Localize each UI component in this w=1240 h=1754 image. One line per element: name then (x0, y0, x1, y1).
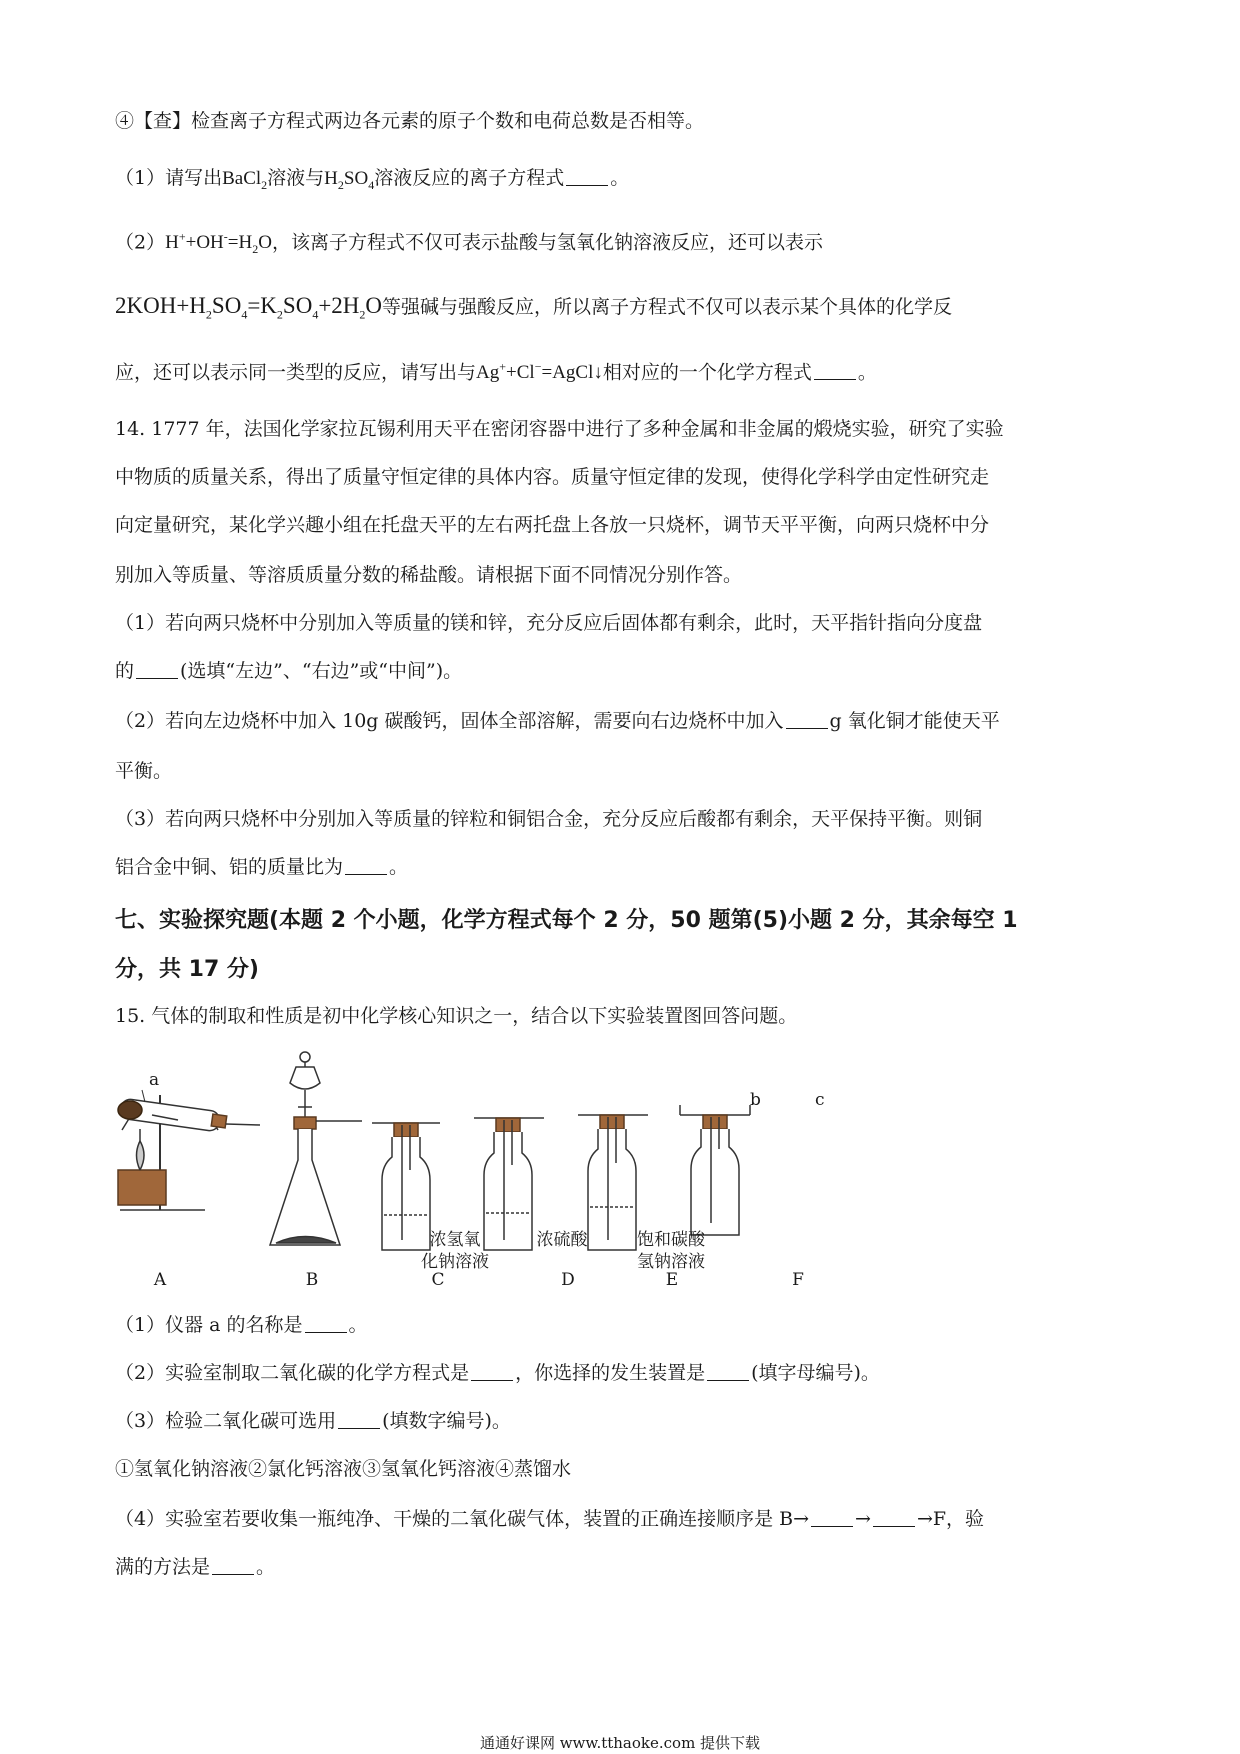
q14-line4: 别加入等质量、等溶质质量分数的稀盐酸。请根据下面不同情况分别作答。 (115, 564, 743, 586)
answer-blank[interactable] (338, 1428, 380, 1429)
q14-sub2: （2）若向左边烧杯中加入 10g 碳酸钙，固体全部溶解，需要向右边烧杯中加入 g 氧化铜才能使天平 (115, 710, 1000, 732)
q15-sub3: （3）检验二氧化碳可选用 (填数字编号)。 (115, 1410, 511, 1432)
check-step-text: ④【查】检查离子方程式两边各元素的原子个数和电荷总数是否相等。 (115, 110, 705, 132)
answer-blank[interactable] (305, 1332, 347, 1333)
label-a: a (149, 1070, 160, 1090)
apparatus-f (680, 1105, 750, 1235)
apparatus-a (118, 1090, 260, 1210)
answer-blank[interactable] (345, 874, 387, 875)
q15-intro: 15. 气体的制取和性质是初中化学核心知识之一，结合以下实验装置图回答问题。 (115, 1005, 798, 1027)
q14-sub3-cont: 铝合金中铜、铝的质量比为 。 (115, 856, 409, 878)
q14-sub1: （1）若向两只烧杯中分别加入等质量的镁和锌，充分反应后固体都有剩余，此时，天平指针指向分度盘 (115, 612, 983, 634)
answer-blank[interactable] (814, 379, 856, 380)
answer-blank[interactable] (786, 728, 828, 729)
q13-part2-cont: $2KOH+H_2SO_4=K_2SO_4+2H_2O$等强碱与强酸反应，所以离子方程式不仅可以表示某个具体的化学反 (115, 293, 953, 322)
q15-sub2: （2）实验室制取二氧化碳的化学方程式是 ，你选择的发生装置是 (填字母编号)。 (115, 1362, 880, 1384)
page-footer: 通通好课网 www.tthaoke.com 提供下载 (479, 1734, 761, 1752)
answer-blank[interactable] (566, 185, 608, 186)
section-heading: 七、实验探究题(本题 2 个小题，化学方程式每个 2 分，50 题第(5)小题 2 分，其余每空 1 (115, 908, 1018, 933)
label-c-reagent-2: 化钠溶液 (421, 1252, 489, 1272)
label-e-reagent-1: 饱和碳酸 (637, 1230, 705, 1250)
label-d-reagent: 浓硫酸 (536, 1230, 588, 1250)
q15-sub1: （1）仪器 a 的名称是 。 (115, 1314, 368, 1336)
letter-a: A (153, 1270, 167, 1290)
label-c: c (815, 1090, 825, 1110)
q14-line1: 14. 1777 年，法国化学家拉瓦锡利用天平在密闭容器中进行了多种金属和非金属的煅烧实验，研究了实验 (115, 418, 1004, 440)
q15-options: ①氢氧化钠溶液②氯化钙溶液③氢氧化钙溶液④蒸馏水 (115, 1458, 572, 1480)
letter-c: C (431, 1270, 445, 1290)
letter-e: E (665, 1270, 679, 1290)
q14-line3: 向定量研究，某化学兴趣小组在托盘天平的左右两托盘上各放一只烧杯，调节天平平衡，向两只烧杯中分 (115, 514, 990, 536)
answer-blank[interactable] (471, 1380, 513, 1381)
q15-sub4-cont: 满的方法是 。 (115, 1556, 276, 1578)
q14-sub3: （3）若向两只烧杯中分别加入等质量的锌粒和铜铝合金，充分反应后酸都有剩余，天平保持平衡。则铜 (115, 808, 983, 830)
letter-b: B (305, 1270, 319, 1290)
q14-line2: 中物质的质量关系，得出了质量守恒定律的具体内容。质量守恒定律的发现，使得化学科学由定性研究走 (115, 466, 990, 488)
label-c-reagent-1: 浓氢氧 (429, 1230, 481, 1250)
answer-blank[interactable] (811, 1526, 853, 1527)
q14-sub1-cont: 的 (选填“左边”、“右边”或“中间”)。 (115, 660, 463, 682)
q14-sub2-cont: 平衡。 (115, 760, 173, 782)
answer-blank[interactable] (136, 678, 178, 679)
q13-part2: $(2)H^++OH^-=H_2O$，该离子方程式不仅可表示盐酸与氢氧化钠溶液反应，还可以表示 (115, 230, 823, 257)
section-heading-cont: 分，共 17 分) (115, 957, 259, 982)
q13-part2-end: 应，还可以表示同一类型的反应，请写出与Ag++Cl−=AgCl↓相对应的一个化学方程式 。 (115, 360, 877, 384)
letter-d: D (561, 1270, 575, 1290)
answer-blank[interactable] (707, 1380, 749, 1381)
answer-blank[interactable] (212, 1574, 254, 1575)
q15-sub4: （4）实验室若要收集一瓶纯净、干燥的二氧化碳气体，装置的正确连接顺序是 B→ → →F，验 (115, 1508, 985, 1530)
letter-f: F (792, 1270, 804, 1290)
label-b: b (750, 1090, 761, 1110)
answer-blank[interactable] (873, 1526, 915, 1527)
q13-part1: （1）请写出BaCl$_2$溶液与$H_2SO_4$溶液反应的离子方程式 。 (115, 167, 630, 192)
apparatus-b (270, 1052, 362, 1245)
label-e-reagent-2: 氢钠溶液 (637, 1252, 705, 1272)
